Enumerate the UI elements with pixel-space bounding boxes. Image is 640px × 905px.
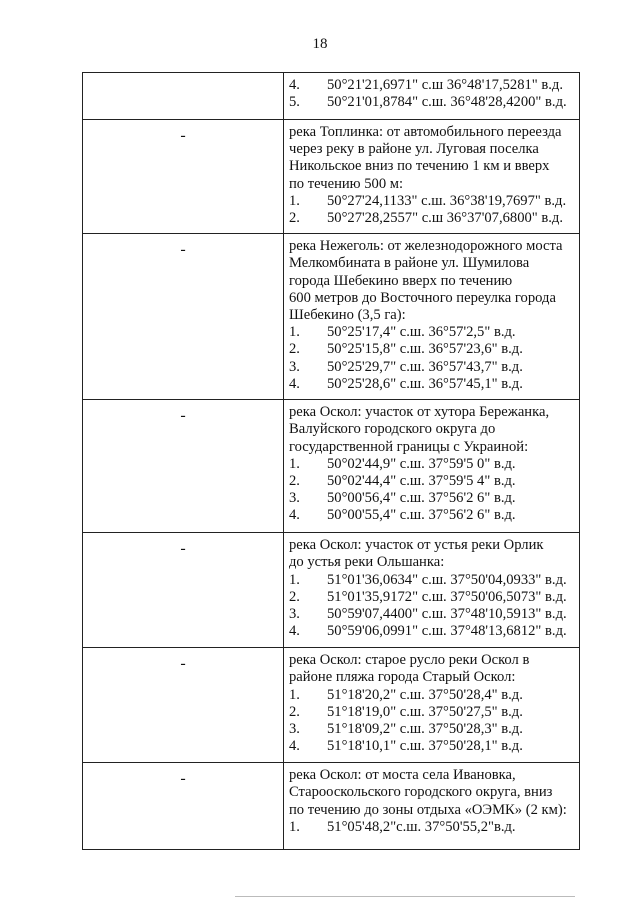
coordinate-number: 1.	[289, 571, 300, 588]
coordinate-value: 50°27'28,2557" с.ш 36°37'07,6800" в.д.	[327, 210, 564, 227]
coordinate-value: 50°25'17,4" с.ш. 36°57'2,5" в.д.	[327, 324, 516, 341]
coordinate-value: 50°00'55,4" с.ш. 37°56'2 6" в.д.	[327, 507, 516, 524]
coordinate-value: 50°25'28,6" с.ш. 36°57'45,1" в.д.	[327, 375, 523, 392]
coordinate-number: 4.	[289, 738, 300, 755]
coordinate-line	[289, 572, 573, 589]
river-section-description: река Оскол: участок от устья реки Орлик до устья реки Ольшанка:	[289, 537, 544, 571]
table-row	[83, 763, 580, 850]
table-row	[83, 73, 580, 120]
water-objects-table	[82, 72, 580, 850]
coordinate-value: 50°59'07,4400" с.ш. 37°48'10,5913" в.д.	[327, 606, 567, 623]
description-cell	[284, 120, 580, 234]
coordinate-value: 51°18'09,2" с.ш. 37°50'28,3" в.д.	[327, 721, 523, 738]
river-section-description: река Топлинка: от автомобильного переезда через реку в районе ул. Луговая поселка Никольское вниз по течению 1 км и вверх по течению 500 м:	[289, 124, 562, 192]
coordinate-value: 50°02'44,9" с.ш. 37°59'5 0" в.д.	[327, 455, 516, 472]
coordinate-number: 2.	[289, 473, 300, 490]
table-body	[83, 73, 580, 850]
coordinate-line	[289, 193, 573, 210]
coordinate-number: 2.	[289, 703, 300, 720]
coordinate-number: 1.	[289, 192, 300, 209]
river-section-description: река Оскол: от моста села Ивановка, Старооскольского городского округа, вниз по течению до зоны отдыха «ОЭМК» (2 км):	[289, 767, 567, 818]
coordinate-line	[289, 721, 573, 738]
coordinate-value: 51°18'20,2" с.ш. 37°50'28,4" в.д.	[327, 686, 523, 703]
table-row	[83, 400, 580, 533]
coordinate-line	[289, 490, 573, 507]
table-row	[83, 533, 580, 648]
coordinate-line	[289, 738, 573, 755]
coordinate-number: 1.	[289, 686, 300, 703]
coordinate-line	[289, 94, 573, 111]
coordinate-line	[289, 341, 573, 358]
coordinate-value: 51°18'19,0" с.ш. 37°50'27,5" в.д.	[327, 703, 523, 720]
page-number: 18	[312, 36, 328, 52]
coordinate-line	[289, 704, 573, 721]
coordinate-value: 50°27'24,1133" с.ш. 36°38'19,7697" в.д.	[327, 192, 567, 209]
coordinate-line	[289, 210, 573, 227]
coordinate-value: 51°18'10,1" с.ш. 37°50'28,1" в.д.	[327, 738, 523, 755]
coordinate-line	[289, 359, 573, 376]
table-row	[83, 234, 580, 400]
coordinate-number: 4.	[289, 507, 300, 524]
marker-cell: -	[83, 400, 284, 533]
coordinate-number: 3.	[289, 721, 300, 738]
coordinate-value: 51°05'48,2"с.ш. 37°50'55,2"в.д.	[327, 818, 516, 835]
coordinate-line	[289, 687, 573, 704]
marker-cell: -	[83, 533, 284, 648]
coordinate-value: 50°00'56,4" с.ш. 37°56'2 6" в.д.	[327, 490, 516, 507]
coordinate-line	[289, 507, 573, 524]
coordinate-number: 3.	[289, 358, 300, 375]
coordinate-line	[289, 456, 573, 473]
table-row	[83, 120, 580, 234]
river-section-description: река Оскол: старое русло реки Оскол в районе пляжа города Старый Оскол:	[289, 652, 530, 686]
coordinate-value: 50°25'15,8" с.ш. 36°57'23,6" в.д.	[327, 341, 523, 358]
coordinate-value: 50°21'21,6971" с.ш 36°48'17,5281" в.д.	[327, 77, 564, 93]
coordinate-number: 2.	[289, 210, 300, 227]
coordinate-line	[289, 819, 573, 836]
marker-cell: -	[83, 120, 284, 234]
coordinate-line	[289, 623, 573, 640]
coordinate-number: 2.	[289, 588, 300, 605]
coordinate-value: 50°21'01,8784" с.ш. 36°48'28,4200" в.д.	[327, 94, 567, 111]
description-cell	[284, 400, 580, 533]
coordinate-number: 3.	[289, 490, 300, 507]
coordinate-line	[289, 589, 573, 606]
description-cell	[284, 763, 580, 850]
marker-cell	[83, 73, 284, 120]
coordinate-line	[289, 473, 573, 490]
description-cell	[284, 73, 580, 120]
description-cell	[284, 234, 580, 400]
coordinate-number: 1.	[289, 818, 300, 835]
coordinate-value: 51°01'35,9172" с.ш. 37°50'06,5073" в.д.	[327, 588, 567, 605]
table-row	[83, 648, 580, 763]
coordinate-line	[289, 77, 573, 94]
marker-cell: -	[83, 763, 284, 850]
description-cell	[284, 648, 580, 763]
coordinate-line	[289, 324, 573, 341]
coordinate-number: 5.	[289, 94, 300, 111]
description-cell	[284, 533, 580, 648]
marker-cell: -	[83, 648, 284, 763]
coordinate-value: 50°02'44,4" с.ш. 37°59'5 4" в.д.	[327, 473, 516, 490]
coordinate-number: 3.	[289, 606, 300, 623]
coordinate-number: 2.	[289, 341, 300, 358]
page-bottom-line	[235, 896, 575, 897]
river-section-description: река Оскол: участок от хутора Бережанка, Валуйского городского округа до государственной границы с Украиной:	[289, 404, 550, 455]
coordinate-value: 50°59'06,0991" с.ш. 37°48'13,6812" в.д.	[327, 623, 567, 640]
river-section-description: река Нежеголь: от железнодорожного моста Мелкомбината в районе ул. Шумилова города Шебекино вверх по течению 600 метров до Восточного переулка города Шебекино (3,5 га):	[289, 238, 563, 324]
coordinate-value: 51°01'36,0634" с.ш. 37°50'04,0933" в.д.	[327, 571, 567, 588]
marker-cell: -	[83, 234, 284, 400]
coordinate-value: 50°25'29,7" с.ш. 36°57'43,7" в.д.	[327, 358, 523, 375]
coordinate-number: 4.	[289, 375, 300, 392]
coordinate-number: 1.	[289, 455, 300, 472]
coordinate-number: 1.	[289, 324, 300, 341]
coordinate-number: 4.	[289, 77, 300, 93]
coordinate-number: 4.	[289, 623, 300, 640]
coordinate-line	[289, 376, 573, 393]
coordinate-line	[289, 606, 573, 623]
